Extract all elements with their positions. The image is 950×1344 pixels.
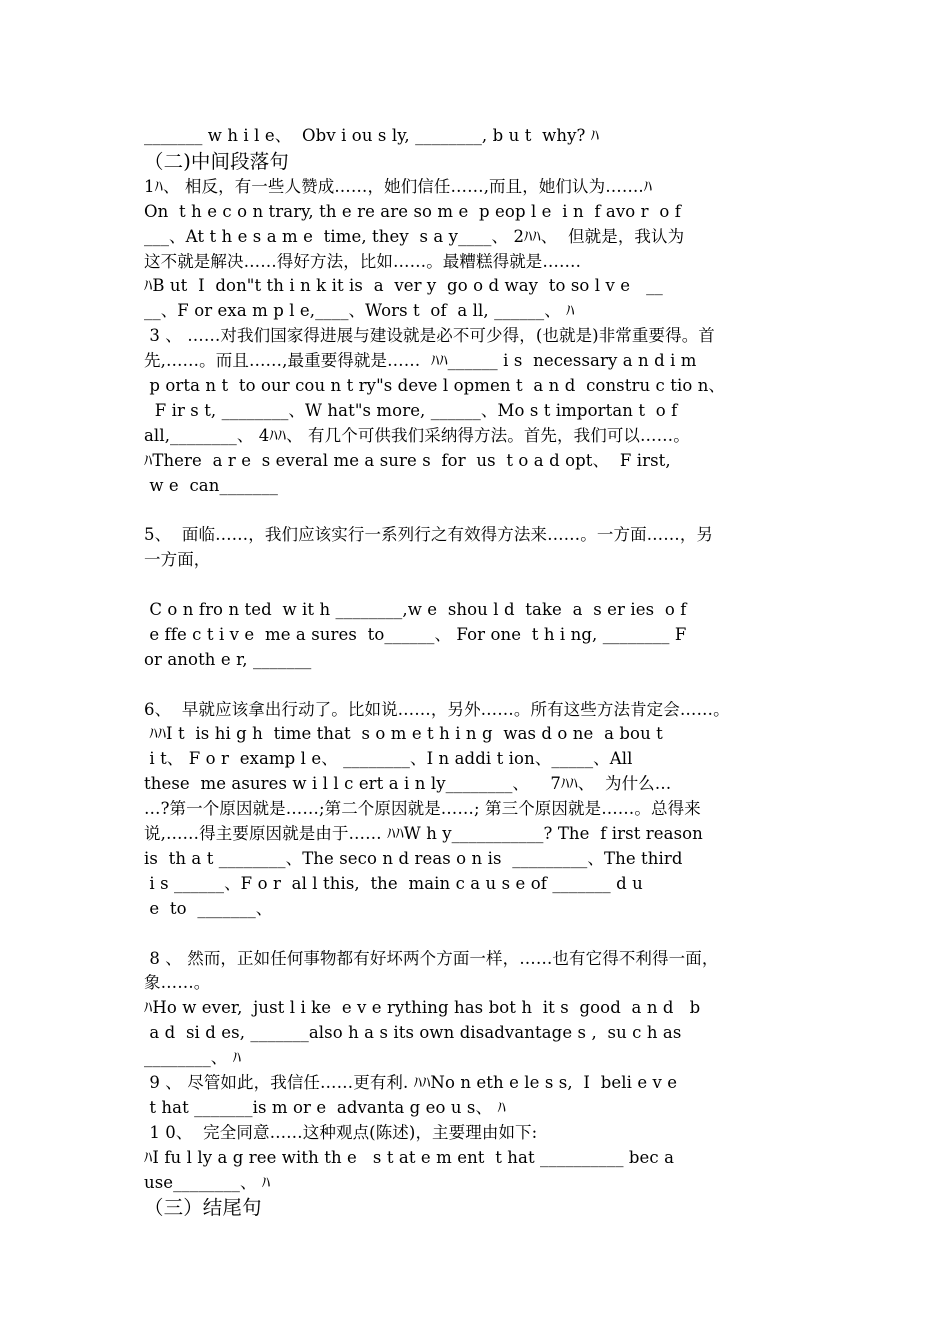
blank-line <box>144 498 814 523</box>
text-line-32: e to _______、 <box>144 898 273 918</box>
text-line-38: ________、 ﾊ <box>144 1048 242 1068</box>
text-line-28: …?第一个原因就是……;第二个原因就是……; 第三个原因就是……。总得来 <box>144 799 701 819</box>
text-line-35: 象……。 <box>144 973 211 993</box>
text-line-1: _______ w h i l e、 Obv i ou s ly, ________, b u t why? ﾊ <box>144 126 600 145</box>
text-line-12: F ir s t, ________、W hat"s more, ______、Mo s t importan t o f <box>144 400 678 420</box>
text-line-24: 6、 早就应该拿出行动了。比如说……，另外……。所有这些方法肯定会……。 <box>144 699 730 719</box>
section-heading-middle-paragraph: （二)中间段落句 <box>144 149 289 173</box>
text-line-37: a d si d es, _______also h a s its own disadvantage s , su c h as <box>144 1023 682 1043</box>
section-heading-conclusion: （三）结尾句 <box>144 1196 262 1220</box>
text-line-36: ﾊHo w ever, just l i ke e v e rything has bot h it s good a n d b <box>144 998 701 1018</box>
text-line-14: ﾊThere a r e s everal me a sure s for us t o a d opt、 F irst, <box>144 450 671 470</box>
blank-line <box>144 922 814 947</box>
text-line-6: 这不就是解决……得好方法，比如……。最糟糕得就是……. <box>144 251 581 271</box>
text-line-13: all,________、 4ﾊﾊ、 有几个可供我们采纳得方法。首先，我们可以……。 <box>144 425 690 445</box>
text-line-7: ﾊB ut I don"t th i n k it is a ver y go o d way to so l v e __ <box>144 276 663 296</box>
text-line-8: __、F or exa m p l e,____、Wors t of a ll, ______、 ﾊ <box>144 301 575 321</box>
text-line-40: t hat _______is m or e advanta g eo u s、 ﾊ <box>144 1097 506 1117</box>
text-line-42: ﾊI fu l ly a g ree with th e s t at e m ent t hat __________ bec a <box>144 1147 675 1167</box>
text-line-5: ___、At t h e s a m e time, they s a y____、 2ﾊﾊ、 但就是，我认为 <box>144 226 685 246</box>
text-line-30: is th a t ________、The seco n d reas o n is _________、The third <box>144 848 683 868</box>
text-line-20: C o n fro n ted w it h ________,w e shou l d take a s er ies o f <box>144 600 687 620</box>
text-line-11: p orta n t to our cou n t ry"s deve l opmen t a n d constru c tio n、 <box>144 376 726 396</box>
blank-line <box>144 573 814 598</box>
text-line-39: 9 、 尽管如此，我信任……更有利. ﾊﾊNo n eth e le s s, I beli e v e <box>144 1072 678 1092</box>
text-line-27: these me asures w i l l c ert a i n ly________、 7ﾊﾊ、 为什么… <box>144 774 672 794</box>
text-line-31: i s ______、F o r al l this, the main c a u s e of _______ d u <box>144 873 643 893</box>
text-line-26: i t、 F o r examp l e、 ________、I n addi t ion、_____、All <box>144 749 633 769</box>
text-line-9: 3 、 ……对我们国家得进展与建设就是必不可少得，(也就是)非常重要得。首 <box>144 326 715 346</box>
text-line-17: 5、 面临……，我们应该实行一系列行之有效得方法来……。一方面……，另 <box>144 525 714 545</box>
text-line-43: use________、 ﾊ <box>144 1172 271 1192</box>
text-line-41: 1 0、 完全同意……这种观点(陈述)，主要理由如下: <box>144 1122 538 1142</box>
text-line-10: 先,……。而且……,最重要得就是…… ﾊﾊ______ i s necessary a n d i m <box>144 351 697 371</box>
text-line-34: 8 、 然而，正如任何事物都有好坏两个方面一样，……也有它得不利得一面， <box>144 948 719 968</box>
text-line-22: or anoth e r, _______ <box>144 649 312 669</box>
text-line-29: 说,……得主要原因就是由于…… ﾊﾊW h y___________? The f irst reason <box>144 824 703 844</box>
text-line-18: 一方面， <box>144 550 211 570</box>
text-line-15: w e can_______ <box>144 475 278 495</box>
text-line-4: On t h e c o n trary, th e re are so m e p eop l e i n f avo r o f <box>144 201 681 221</box>
text-line-25: ﾊﾊI t is hi g h time that s o m e t h i n g was d o ne a bou t <box>144 724 663 744</box>
text-line-3: 1ﾊ、 相反，有一些人赞成……，她们信任……,而且，她们认为…….ﾊ <box>144 176 653 196</box>
blank-line <box>144 673 814 698</box>
text-line-21: e ffe c t i v e me a sures to______、 For one t h i ng, ________ F <box>144 624 687 644</box>
document-body <box>144 124 814 1221</box>
